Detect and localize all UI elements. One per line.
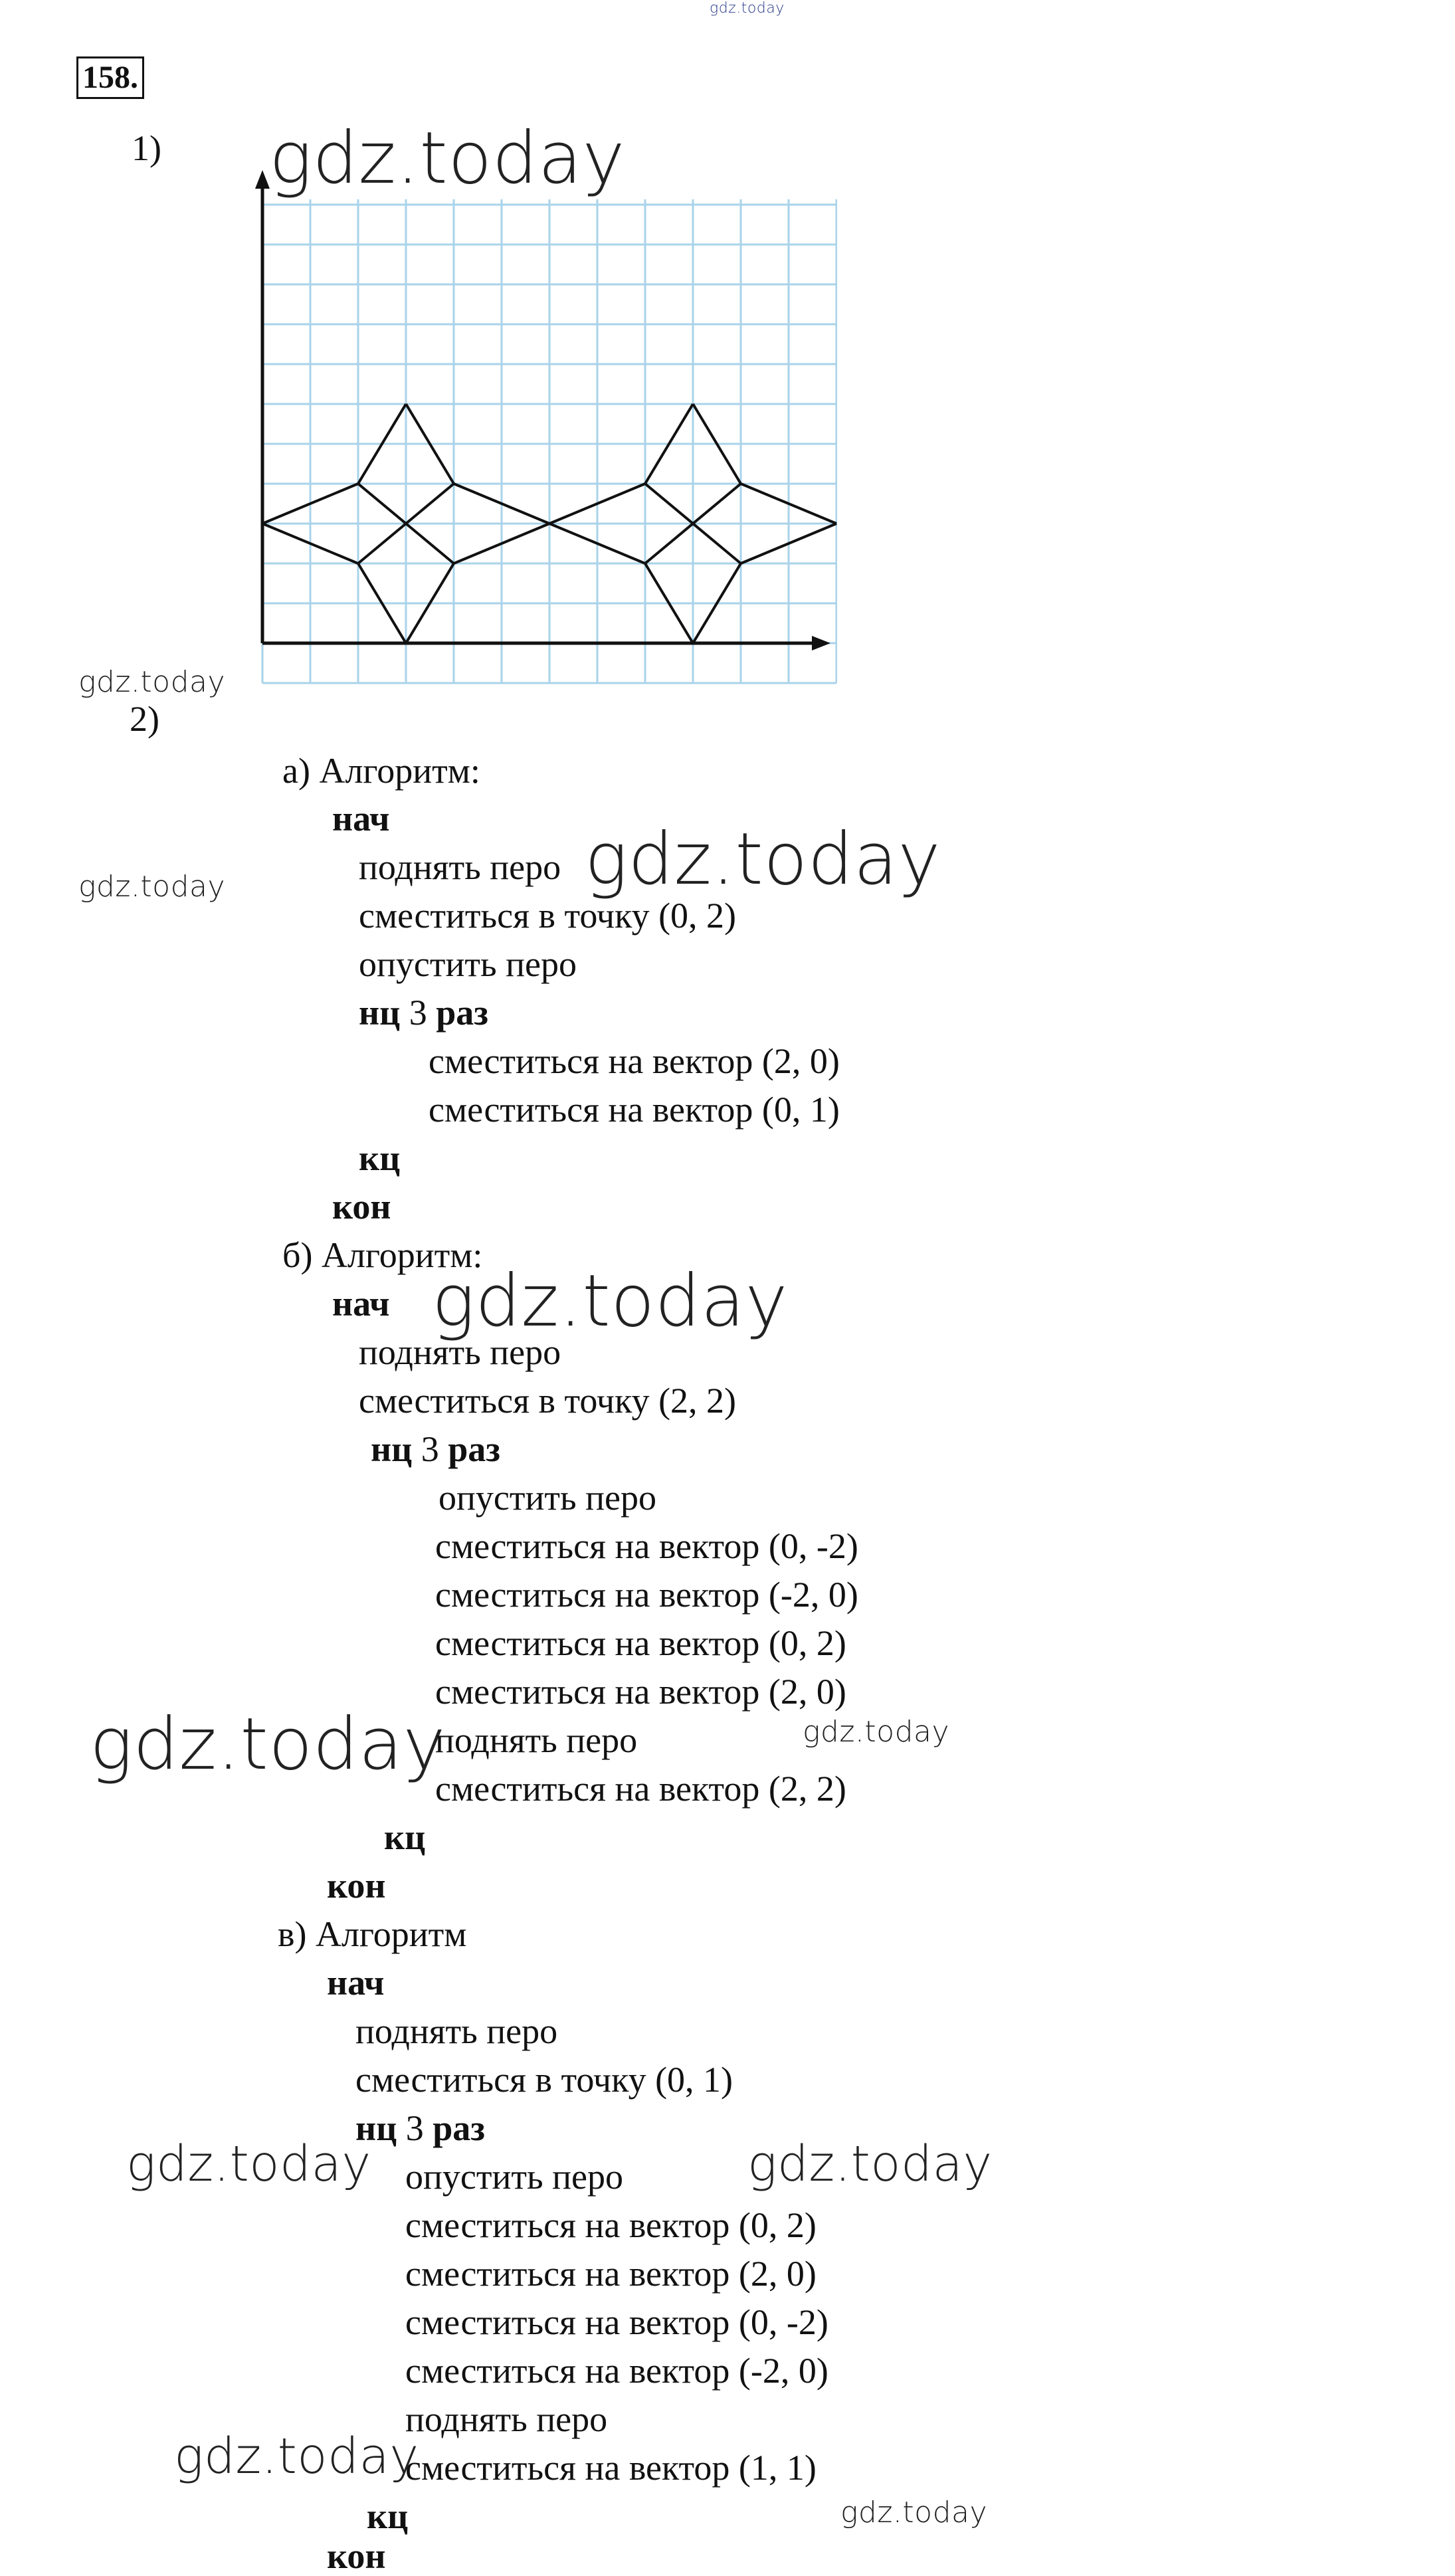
axes <box>255 170 830 650</box>
algo-a-kc: кц <box>359 1138 401 1178</box>
part2-label: 2) <box>130 699 159 739</box>
loop-raz: раз <box>433 2108 485 2148</box>
y-axis-arrow <box>255 170 270 189</box>
grid-lines <box>262 199 836 683</box>
loop-count: 3 <box>400 993 436 1033</box>
algo-b-line2: сместиться в точку (2, 2) <box>359 1381 737 1421</box>
algo-a-line5: сместиться на вектор (0, 1) <box>429 1090 840 1130</box>
algo-b-nach: нач <box>332 1284 390 1324</box>
algo-b-line5: сместиться на вектор (-2, 0) <box>435 1575 858 1615</box>
loop-raz: раз <box>448 1429 500 1469</box>
algo-b-line7: сместиться на вектор (2, 0) <box>435 1672 846 1712</box>
algo-v-line5: сместиться на вектор (2, 0) <box>405 2254 817 2294</box>
loop-keyword: нц <box>359 993 401 1033</box>
algo-b-line8: поднять перо <box>435 1720 638 1760</box>
algo-v-line7: сместиться на вектор (-2, 0) <box>405 2351 828 2391</box>
algo-b-line4: сместиться на вектор (0, -2) <box>435 1526 858 1566</box>
watermark-b2: gdz.today <box>90 1703 446 1786</box>
loop-keyword: нц <box>355 2108 397 2148</box>
x-axis-arrow <box>812 636 830 650</box>
watermark-v2: gdz.today <box>747 2135 993 2193</box>
algo-v-title: в) Алгоритм <box>278 1914 467 1954</box>
watermark-small-2: gdz.today <box>78 870 226 904</box>
algo-a-kon: кон <box>332 1187 391 1227</box>
watermark-top: gdz.today <box>710 0 785 17</box>
algo-v-line6: сместиться на вектор (0, -2) <box>405 2302 828 2342</box>
loop-keyword: нц <box>371 1429 413 1469</box>
algo-b-line3: опустить перо <box>438 1478 656 1518</box>
loop-count: 3 <box>397 2108 433 2148</box>
algo-a-loop <box>359 995 488 1031</box>
watermark-a: gdz.today <box>585 818 941 901</box>
watermark-small-3: gdz.today <box>803 1715 950 1749</box>
algo-b-loop <box>371 1431 500 1467</box>
loop-raz: раз <box>436 993 488 1033</box>
algo-v-loop <box>355 2110 485 2146</box>
problem-number: 158. <box>76 56 144 99</box>
algo-b-line6: сместиться на вектор (0, 2) <box>435 1623 846 1663</box>
watermark-v3: gdz.today <box>174 2428 419 2485</box>
algo-b-title: б) Алгоритм: <box>282 1235 483 1275</box>
algo-v-line8: поднять перо <box>405 2399 608 2439</box>
algo-b-line9: сместиться на вектор (2, 2) <box>435 1769 846 1809</box>
algo-v-kon: кон <box>327 2536 386 2576</box>
algo-v-kc: кц <box>367 2496 409 2536</box>
algo-v-line2: сместиться в точку (0, 1) <box>355 2060 733 2100</box>
algo-a-nach: нач <box>332 799 390 839</box>
algo-a-line2: сместиться в точку (0, 2) <box>359 896 737 936</box>
algo-a-title: а) Алгоритм: <box>282 751 480 791</box>
algo-v-nach: нач <box>327 1963 385 2003</box>
algo-a-line3: опустить перо <box>359 944 577 984</box>
loop-count: 3 <box>412 1429 448 1469</box>
algo-a-line4: сместиться на вектор (2, 0) <box>429 1041 840 1081</box>
watermark-small-4: gdz.today <box>840 2496 988 2529</box>
algo-a-line1: поднять перо <box>359 847 561 887</box>
watermark-small-1: gdz.today <box>78 665 226 699</box>
algo-b-line1: поднять перо <box>359 1332 561 1372</box>
algo-b-kon: кон <box>327 1866 386 1906</box>
algo-v-line1: поднять перо <box>355 2011 558 2051</box>
watermark-v1: gdz.today <box>126 2135 371 2193</box>
coordinate-grid <box>239 159 837 704</box>
watermark-grid: gdz.today <box>269 117 625 200</box>
algo-v-line4: сместиться на вектор (0, 2) <box>405 2205 817 2245</box>
algo-v-line3: опустить перо <box>405 2157 623 2197</box>
part1-label: 1) <box>132 128 161 168</box>
algo-v-line9: сместиться на вектор (1, 1) <box>405 2448 817 2488</box>
algo-b-kc: кц <box>384 1817 426 1857</box>
watermark-b: gdz.today <box>432 1260 788 1343</box>
